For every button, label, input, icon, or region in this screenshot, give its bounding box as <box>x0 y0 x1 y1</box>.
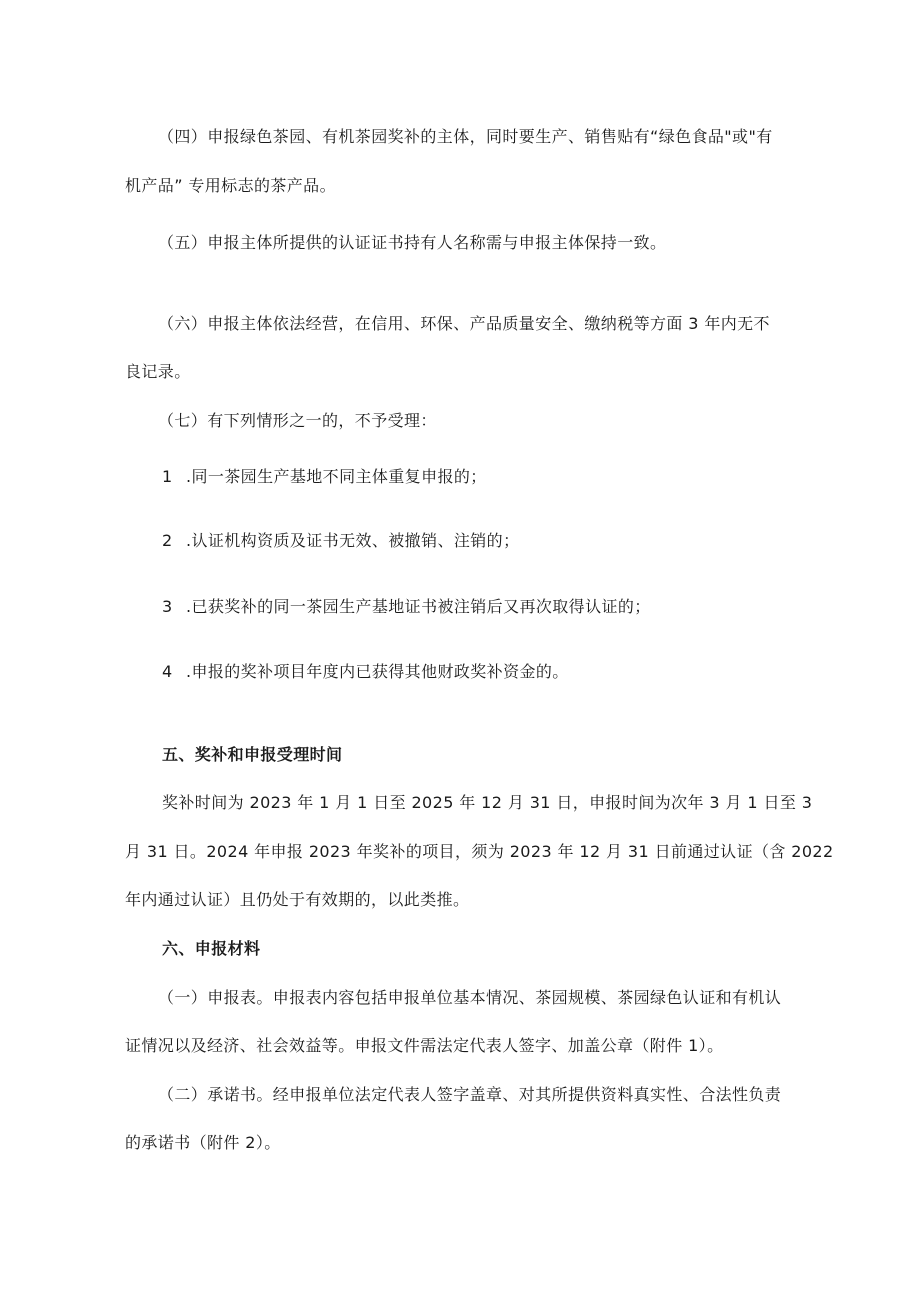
materials1-line2: 证情况以及经济、社会效益等。申报文件需法定代表人签字、加盖公章（附件 1）。 <box>125 1036 724 1055</box>
materials1-line1: （一）申报表。申报表内容包括申报单位基本情况、茶园规模、茶园绿色认证和有机认 <box>158 988 782 1007</box>
list-item-text: .申报的奖补项目年度内已获得其他财政奖补资金的。 <box>186 662 569 681</box>
list-item-number: 2 <box>162 531 173 550</box>
time-line2: 月 31 日。2024 年申报 2023 年奖补的项目，须为 2023 年 12 月 31 日前通过认证（含 2022 <box>125 842 834 861</box>
item4-line2: 机产品” 专用标志的茶产品。 <box>125 176 336 195</box>
section-heading-6: 六、申报材料 <box>162 939 261 958</box>
section-heading-5: 五、奖补和申报受理时间 <box>162 745 343 764</box>
item6-line1: （六）申报主体依法经营，在信用、环保、产品质量安全、缴纳税等方面 3 年内无不 <box>158 314 770 333</box>
list-item-number: 3 <box>162 597 173 616</box>
list-item-text: .认证机构资质及证书无效、被撤销、注销的； <box>186 531 520 550</box>
item5-line1: （五）申报主体所提供的认证证书持有人名称需与申报主体保持一致。 <box>158 233 667 252</box>
time-line3: 年内通过认证）且仍处于有效期的，以此类推。 <box>125 890 470 909</box>
materials2-line2: 的承诺书（附件 2）。 <box>125 1133 281 1152</box>
list-item-number: 4 <box>162 662 173 681</box>
list-item-number: 1 <box>162 467 173 486</box>
materials2-line1: （二）承诺书。经申报单位法定代表人签字盖章、对其所提供资料真实性、合法性负责 <box>158 1085 782 1104</box>
item7-line1: （七）有下列情形之一的，不予受理： <box>158 411 437 430</box>
list-item-text: .同一茶园生产基地不同主体重复申报的； <box>186 467 487 486</box>
item4-line1: （四）申报绿色茶园、有机茶园奖补的主体，同时要生产、销售贴有“绿色食品"或"有 <box>158 127 773 146</box>
list-item-text: .已获奖补的同一茶园生产基地证书被注销后又再次取得认证的； <box>186 597 651 616</box>
time-line1: 奖补时间为 2023 年 1 月 1 日至 2025 年 12 月 31 日，申报时间为次年 3 月 1 日至 3 <box>162 793 813 812</box>
item6-line2: 良记录。 <box>125 362 191 381</box>
